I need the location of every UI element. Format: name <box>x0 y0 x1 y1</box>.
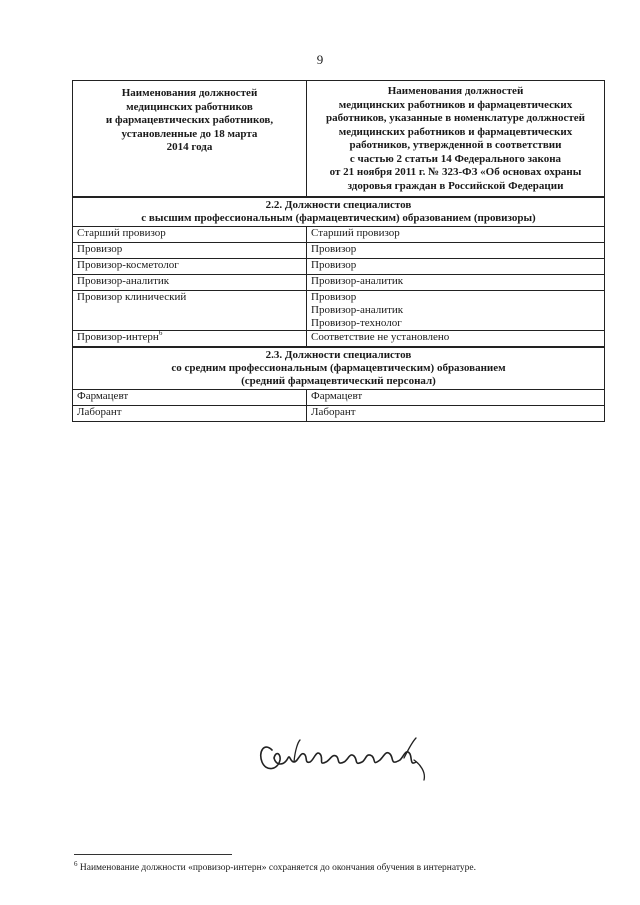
new-position-cell: Провизор <box>307 243 605 259</box>
footnote-text: Наименование должности «провизор-интерн» сохраняется до окончания обучения в интернатуре. <box>77 863 476 873</box>
old-position-cell: Провизор-косметолог <box>73 259 307 275</box>
old-position-cell <box>73 331 307 348</box>
new-position-cell <box>307 291 605 331</box>
footnote-reference: 6 <box>158 329 163 337</box>
old-position-cell: Провизор клинический <box>73 291 307 331</box>
header-old-positions: Наименования должностей медицинских работников и фармацевтических работников, установленные до 18 марта 2014 года <box>73 81 307 198</box>
section-heading-pharmacists: 2.2. Должности специалистов с высшим профессиональным (фармацевтическим) образованием (провизоры) <box>73 197 605 227</box>
new-position-cell: Фармацевт <box>307 390 605 406</box>
section-heading-row <box>73 347 605 390</box>
table-row <box>73 331 605 348</box>
old-position-cell: Провизор-аналитик <box>73 275 307 291</box>
footnote-divider <box>74 854 232 855</box>
table-row <box>73 243 605 259</box>
new-position-line: Провизор <box>311 291 357 303</box>
new-position-line: Провизор-технолог <box>311 317 402 329</box>
table-row <box>73 390 605 406</box>
page-number: 9 <box>316 52 324 67</box>
old-position-cell: Фармацевт <box>73 390 307 406</box>
old-position-text: Провизор-интерн <box>77 331 159 343</box>
positions-table <box>72 80 605 422</box>
new-position-cell: Провизор <box>307 259 605 275</box>
table-row <box>73 406 605 422</box>
new-position-cell: Лаборант <box>307 406 605 422</box>
old-position-cell: Провизор <box>73 243 307 259</box>
footnote-mark: 6 <box>74 860 78 868</box>
table-row <box>73 259 605 275</box>
handwritten-signature <box>254 720 444 790</box>
table-header-row <box>73 81 605 198</box>
table-row <box>73 275 605 291</box>
section-heading-mid-level: 2.3. Должности специалистов со средним профессиональным (фармацевтическим) образованием (средний фармацевтический персонал) <box>73 347 605 390</box>
old-position-cell: Старший провизор <box>73 227 307 243</box>
old-position-cell: Лаборант <box>73 406 307 422</box>
new-position-cell: Старший провизор <box>307 227 605 243</box>
new-position-cell: Провизор-аналитик <box>307 275 605 291</box>
new-position-cell: Соответствие не установлено <box>307 331 605 348</box>
footnote <box>74 862 614 874</box>
header-new-positions: Наименования должностей медицинских работников и фармацевтических работников, указанные в номенклатуре должностей медицинских работников и фармацевтических работников, утвержденной в соответствии с частью 2 статьи 14 Федерального закона от 21 ноября 2011 г. № 323-ФЗ «Об основах охраны здоровья граждан в Российской Федерации <box>307 81 605 198</box>
table-row <box>73 227 605 243</box>
new-position-line: Провизор-аналитик <box>311 304 404 316</box>
section-heading-row <box>73 197 605 227</box>
table-row <box>73 291 605 331</box>
